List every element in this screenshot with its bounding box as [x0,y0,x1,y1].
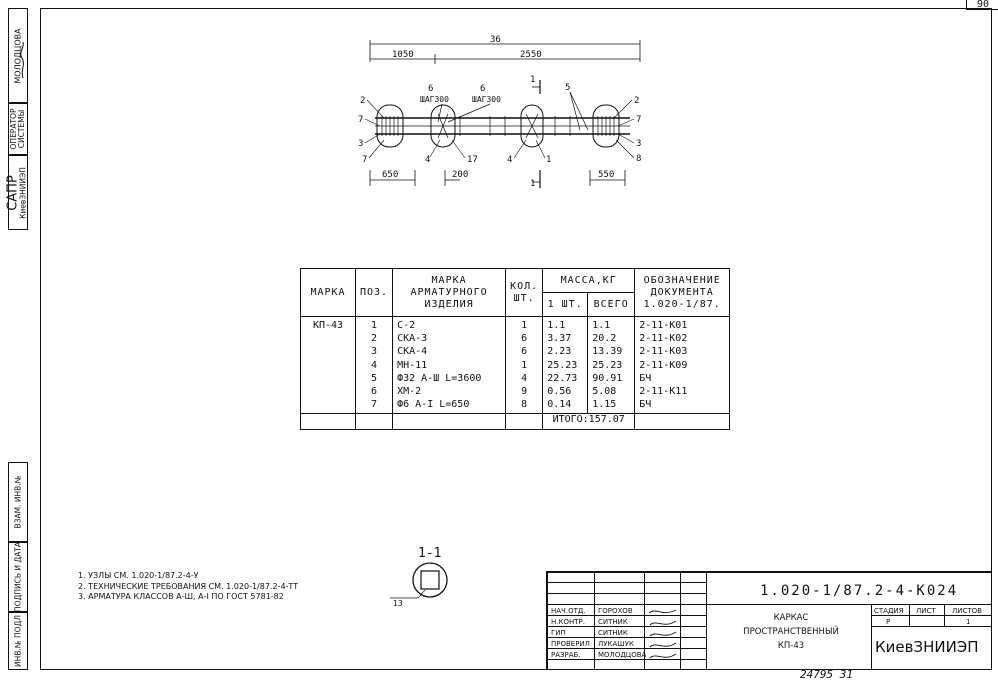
strip-operator-box [8,103,28,155]
role-3: ГИП [551,629,566,637]
left-label-7a: 7 [358,115,364,125]
strip-inv-podl-box [8,612,28,670]
col-poz [356,317,393,414]
strip-sapr-box [5,155,28,230]
strip-surname: МОЛОДЦОВА [13,27,23,84]
cell-item-2: СКА-3 [397,333,428,345]
section-title: 1-1 [418,546,442,561]
right-label-7: 7 [636,115,642,125]
cell-one-7: 0.14 [547,399,572,411]
cell-item-3: СКА-4 [397,346,428,358]
cell-item-4: МН-11 [397,359,428,371]
right-label-8: 8 [636,154,642,164]
th-marka: МАРКА [301,269,356,317]
cell-total-sum: ИТОГО:157.07 [543,414,635,430]
drawing-name-3: КП-43 [777,641,805,651]
col-doc [635,317,730,414]
signatures [646,605,680,669]
stadia-value: Р [886,618,891,626]
right-label-3: 3 [636,139,642,149]
cell-one-5: 22.73 [547,372,578,384]
role-2: Н.КОНТР. [551,618,585,626]
drawing-name-1: КАРКАС [773,613,809,623]
th-mass-one: 1 ШТ. [543,293,588,317]
cell-poz-5: 5 [371,372,378,384]
cut-1b-text: 1 [530,179,536,189]
strip-sapr-title: САПР [5,174,21,211]
pos-6b-text: 6 [480,84,486,94]
strip-sapr [5,166,28,219]
name-4: ЛУКАШУК [598,640,635,648]
strip-inv-vzam-box [8,462,28,542]
role-5: РАЗРАБ. [551,651,581,659]
cell-qty-7: 8 [521,399,528,411]
organization: КиевЗНИИЭП [875,638,979,656]
col-mass-one [543,317,588,414]
left-label-7b: 7 [362,155,368,165]
cell-doc-2: 2-11-К02 [639,333,688,345]
cell-poz-7: 7 [371,399,378,411]
left-label-4b: 4 [507,155,513,165]
notes [78,571,298,603]
cell-total-3: 13.39 [592,346,623,358]
left-label-1: 1 [546,155,552,165]
cell-total-1: 1.1 [592,320,611,331]
th-mass: МАССА,КГ [543,269,635,293]
cell-total-6: 5.08 [592,386,617,398]
cell-one-2: 3.37 [547,333,572,345]
cell-poz-2: 2 [371,333,378,345]
cell-item-6: ХМ-2 [397,386,422,398]
dim-total-text: 36 [490,35,501,45]
cell-total-2: 20.2 [592,333,617,345]
sheet-number: 90 [966,0,998,10]
strip-operator-line-1: ОПЕРАТОР [9,108,18,150]
drawing-name-2: ПРОСТРАНСТВЕННЫЙ [743,627,839,637]
role-1: НАЧ.ОТД. [551,607,586,615]
pos-5-text: 5 [565,83,571,93]
cell-doc-1: 2-11-К01 [639,320,688,331]
name-1: ГОРОХОВ [598,607,633,615]
cell-doc-4: 2-11-К09 [639,359,688,371]
strip-inv-vzam: ВЗАМ. ИНВ.№ [13,475,23,529]
col-mass-total [588,317,635,414]
cell-total-5: 90.91 [592,372,623,384]
dim-left-text: 1050 [392,50,414,60]
cell-doc-7: БЧ [639,399,652,411]
cell-one-6: 0.56 [547,386,572,398]
section-1-1-drawing [380,560,460,610]
name-5: МОЛОДЦОВА [598,651,647,659]
cell-total-7: 1.15 [592,399,617,411]
th-mass-total: ВСЕГО [588,293,635,317]
dim-b2-text: 200 [452,170,469,180]
cell-qty-3: 6 [521,346,528,358]
right-label-2: 2 [634,96,640,106]
list-label: ЛИСТ [916,607,936,615]
th-doc: ОБОЗНАЧЕНИЕ ДОКУМЕНТА 1.020-1/87. [635,269,730,317]
note-2: 2. ТЕХНИЧЕСКИЕ ТРЕБОВАНИЯ СМ. 1.020-1/87.2-4-ТТ [78,581,299,591]
name-3: СИТНИК [598,629,628,637]
cell-doc-5: БЧ [639,372,652,384]
listov-label: ЛИСТОВ [952,607,982,615]
col-qty [506,317,543,414]
strip-inv-podl: ИНВ.№ ПОДЛ [13,614,23,668]
cell-poz-3: 3 [371,346,378,358]
document-code: 1.020-1/87.2-4-К024 [760,583,959,599]
cell-qty-1: 1 [521,320,528,331]
cell-poz-4: 4 [371,359,378,371]
left-label-4a: 4 [425,155,431,165]
step-right-text: ШАГ300 [472,95,501,104]
signature-mark [18,40,28,80]
cell-poz-6: 6 [371,386,378,398]
strip-operator [10,109,26,150]
bottom-number: 24795 31 [800,668,853,681]
cell-one-1: 1.1 [547,320,566,331]
listov-value: 1 [966,618,971,626]
dim-right-text: 2550 [520,50,542,60]
cell-marka: КП-43 [301,317,356,414]
cell-item-7: Ф6 А-I L=650 [397,399,470,411]
th-poz: ПОЗ. [356,269,393,317]
dim-b3-text: 550 [598,170,615,180]
left-label-3: 3 [358,139,364,149]
cell-item-5: Ф32 А-Ш L=3600 [397,372,482,384]
cell-qty-6: 9 [521,386,528,398]
left-label-2: 2 [360,96,366,106]
cell-total-4: 25.23 [592,359,623,371]
cut-1a-text: 1 [530,75,536,85]
stadia-label: СТАДИЯ [874,607,904,615]
cell-doc-6: 2-11-К11 [639,386,688,398]
col-item [393,317,506,414]
note-3: 3. АРМАТУРА КЛАССОВ А-Ш, А-I ПО ГОСТ 5781-82 [78,592,284,601]
cell-poz-1: 1 [371,320,378,331]
specification-table [300,268,730,430]
dim-b1-text: 650 [382,170,399,180]
section-label-13: 13 [393,599,403,608]
name-2: СИТНИК [598,618,628,626]
th-item-mark: МАРКА АРМАТУРНОГО ИЗДЕЛИЯ [393,269,506,317]
note-1: 1. УЗЛЫ СМ. 1.020-1/87.2-4-У [78,571,199,580]
left-label-17: 17 [467,155,478,165]
cell-item-1: С-2 [397,320,416,331]
strip-operator-line-2: СИСТЕМЫ [17,109,26,149]
cell-qty-4: 1 [521,359,528,371]
cell-qty-5: 4 [521,372,528,384]
cell-one-4: 25.23 [547,359,578,371]
role-4: ПРОВЕРИЛ [551,640,590,648]
cell-one-3: 2.23 [547,346,572,358]
reinforcement-cage-drawing [340,30,670,195]
strip-podpis-box [8,542,28,612]
pos-6a-text: 6 [428,84,434,94]
th-qty: КОЛ. ШТ. [506,269,543,317]
cell-qty-2: 6 [521,333,528,345]
cell-doc-3: 2-11-К03 [639,346,688,358]
step-left-text: ШАГ300 [420,95,449,104]
strip-podpis: ПОДПИСЬ И ДАТА [13,541,23,613]
strip-sapr-org: КиевЗНИИЭП [18,166,28,219]
drawing-name [726,611,856,653]
